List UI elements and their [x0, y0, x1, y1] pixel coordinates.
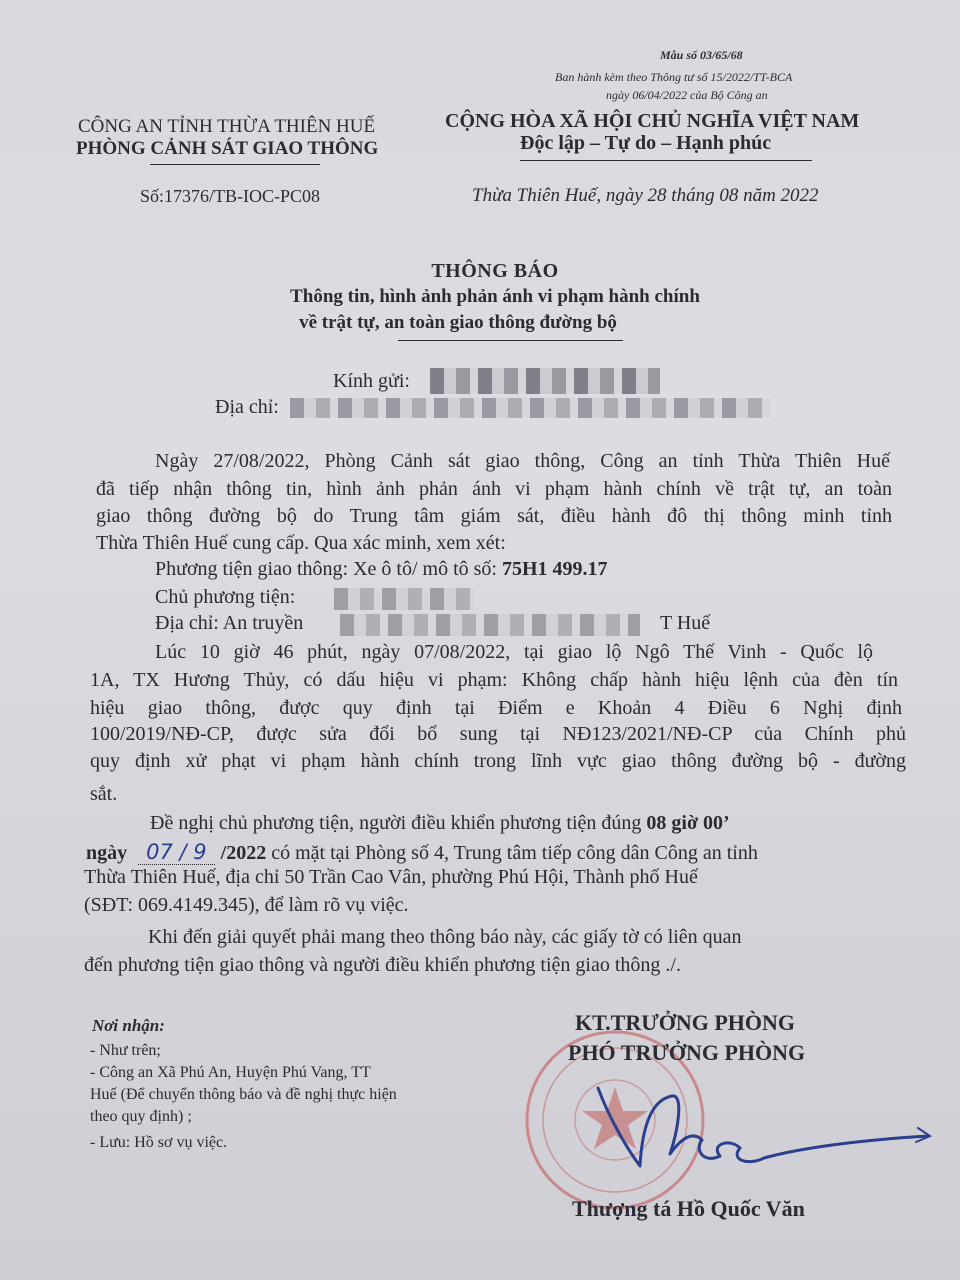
owner-address-redacted [340, 614, 640, 636]
department-underline [150, 164, 320, 165]
paragraph-2-line-4: 100/2019/NĐ-CP, được sửa đổi bổ sung tại NĐ123/2021/NĐ-CP của Chính phủ [90, 723, 906, 745]
owner-label: Chủ phương tiện: [155, 586, 296, 608]
notice-subtitle-1: Thông tin, hình ảnh phản ánh vi phạm hành chính [290, 286, 700, 307]
country-name: CỘNG HÒA XÃ HỘI CHỦ NGHĨA VIỆT NAM [445, 110, 860, 132]
recipients-item-4: theo quy định) ; [90, 1108, 192, 1125]
appointment-day-handwritten: 07 / 9 [138, 840, 215, 865]
owner-redacted [334, 588, 474, 610]
national-motto: Độc lập – Tự do – Hạnh phúc [520, 132, 772, 154]
license-plate: 75H1 499.17 [501, 558, 608, 580]
paragraph-3-line-2 [86, 840, 758, 865]
paragraph-4-line-2: đến phương tiện giao thông và người điều khiển phương tiện giao thông ./. [84, 954, 681, 976]
paragraph-2-line-5: quy định xử phạt vi phạm hành chính trong lĩnh vực giao thông đường bộ - đường [90, 750, 906, 772]
agency-name: CÔNG AN TỈNH THỪA THIÊN HUẾ [78, 116, 376, 137]
owner-address-label: Địa chỉ: An truyền [155, 612, 304, 634]
paragraph-2-line-2: 1A, TX Hương Thủy, có dấu hiệu vi phạm: Không chấp hành hiệu lệnh của đèn tín [90, 669, 898, 691]
recipients-item-3: Huế (Để chuyển thông báo và đề nghị thực hiện [90, 1086, 397, 1103]
paragraph-2-line-3: hiệu giao thông, được quy định tại Điểm e Khoản 4 Điều 6 Nghị định [90, 697, 902, 719]
paragraph-1-line-3: giao thông đường bộ do Trung tâm giám sát, điều hành đô thị thông minh tỉnh [96, 505, 892, 527]
department-name: PHÒNG CẢNH SÁT GIAO THÔNG [76, 138, 379, 159]
title-underline [398, 340, 623, 341]
recipient-address-redacted [290, 398, 770, 418]
paragraph-2-line-1: Lúc 10 giờ 46 phút, ngày 07/08/2022, tại giao lộ Ngô Thế Vinh - Quốc lộ [155, 641, 873, 663]
appointment-day-label: ngày [86, 842, 128, 864]
paragraph-1-line-4: Thừa Thiên Huế cung cấp. Qua xác minh, xem xét: [96, 532, 506, 554]
recipient-address-label: Địa chỉ: [215, 396, 279, 418]
form-issued-line1: Ban hành kèm theo Thông tư số 15/2022/TT-BCA [555, 70, 793, 84]
vehicle-line [155, 558, 608, 581]
recipient-redacted [430, 368, 660, 394]
paragraph-3-line-3: Thừa Thiên Huế, địa chỉ 50 Trần Cao Vân, phường Phú Hội, Thành phố Huế [84, 866, 698, 888]
recipients-item-1: - Như trên; [90, 1042, 161, 1059]
paragraph-2-line-6: sắt. [90, 783, 118, 805]
handwritten-signature [580, 1070, 940, 1180]
motto-underline [520, 160, 812, 161]
appointment-location: có mặt tại Phòng số 4, Trung tâm tiếp công dân Công an tỉnh [271, 842, 758, 864]
recipient-label: Kính gửi: [333, 370, 410, 392]
appointment-text: Đề nghị chủ phương tiện, người điều khiển phương tiện đúng [150, 812, 647, 834]
paragraph-3-line-1 [150, 812, 730, 835]
paragraph-1-line-2: đã tiếp nhận thông tin, hình ảnh phản ánh vi phạm hành chính về trật tự, an toàn [96, 478, 892, 500]
paragraph-1-line-1: Ngày 27/08/2022, Phòng Cảnh sát giao thông, Công an tỉnh Thừa Thiên Huế [155, 450, 890, 472]
recipients-item-2: - Công an Xã Phú An, Huyện Phú Vang, TT [90, 1064, 371, 1081]
notice-title: THÔNG BÁO [431, 260, 559, 282]
form-issued-line2: ngày 06/04/2022 của Bộ Công an [606, 88, 768, 102]
owner-address-end: T Huế [660, 612, 711, 634]
place-date: Thừa Thiên Huế, ngày 28 tháng 08 năm 2022 [472, 185, 819, 206]
form-number: Mẫu số 03/65/68 [660, 48, 743, 62]
appointment-time: 08 giờ 00’ [646, 812, 730, 834]
paragraph-4-line-1: Khi đến giải quyết phải mang theo thông báo này, các giấy tờ có liên quan [148, 926, 742, 948]
vehicle-label: Phương tiện giao thông: Xe ô tô/ mô tô số: [155, 558, 502, 580]
appointment-year: /2022 [220, 842, 267, 864]
paragraph-3-line-4: (SĐT: 069.4149.345), để làm rõ vụ việc. [84, 894, 409, 916]
signer-name: Thượng tá Hồ Quốc Văn [572, 1196, 805, 1221]
document-number: Số:17376/TB-IOC-PC08 [140, 186, 321, 206]
recipients-title: Nơi nhận: [92, 1016, 165, 1035]
signature-title-2: PHÓ TRƯỞNG PHÒNG [568, 1040, 806, 1065]
notice-subtitle-2: về trật tự, an toàn giao thông đường bộ [299, 312, 617, 333]
recipients-item-5: - Lưu: Hồ sơ vụ việc. [90, 1134, 228, 1151]
signature-title-1: KT.TRƯỞNG PHÒNG [575, 1010, 795, 1035]
